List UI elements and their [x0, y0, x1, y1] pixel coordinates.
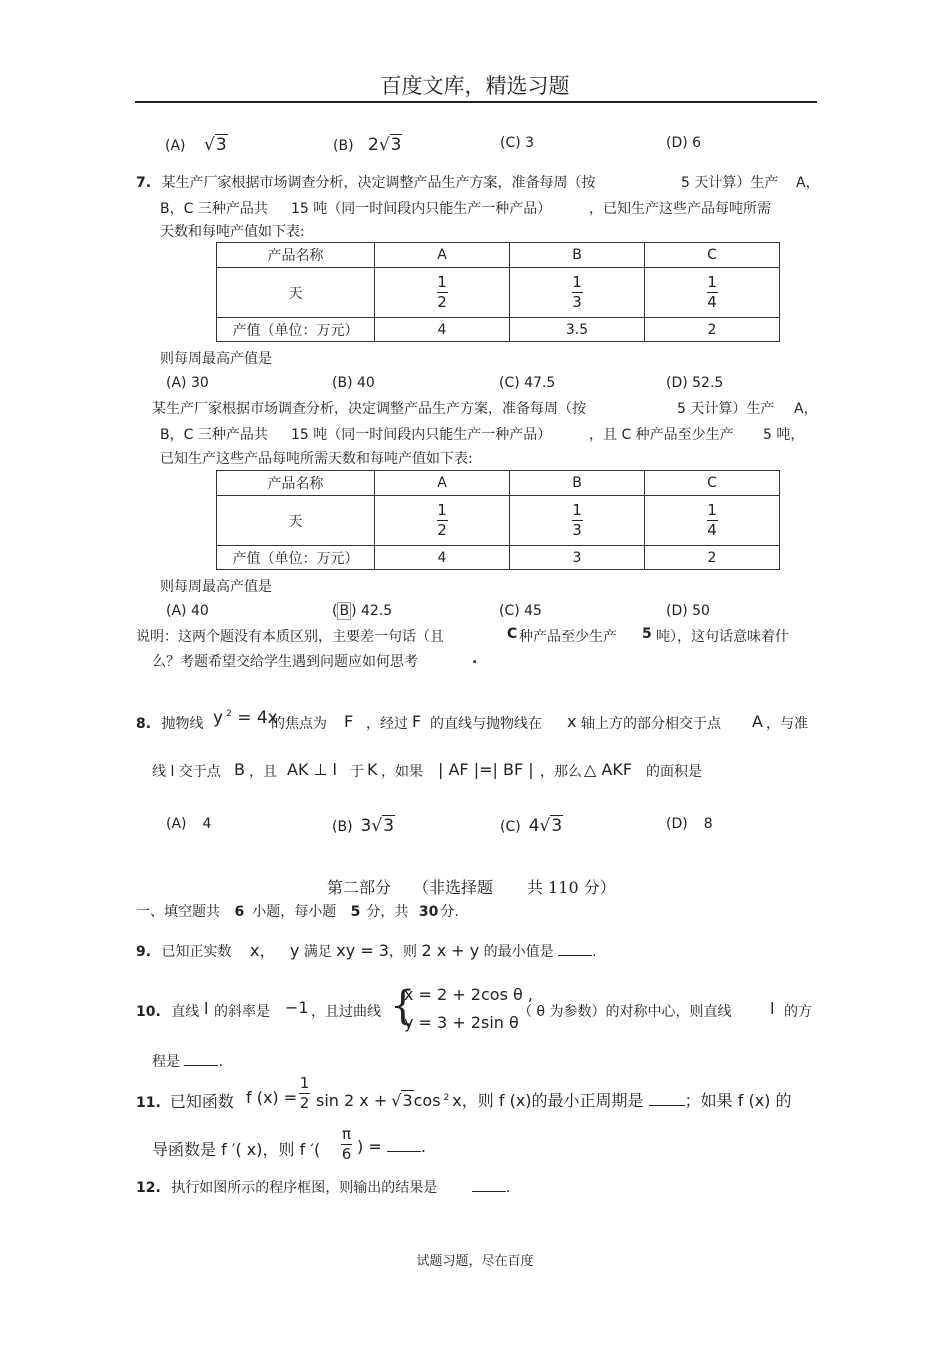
table-cell: 2	[645, 318, 780, 342]
part2-intro	[136, 901, 459, 921]
q12-line	[136, 1177, 510, 1197]
intro-text: 分.	[440, 904, 459, 920]
q8-axis-text: 轴上方的部分相交于点	[581, 716, 721, 732]
q6-option-b	[333, 135, 402, 155]
denominator: 2	[437, 293, 447, 311]
note-line1: 说明：这两个题没有本质区别，主要差一句话（且	[136, 629, 444, 645]
q7b-option-c: (C) 45	[499, 603, 542, 619]
table-cell: 3.5	[510, 318, 645, 342]
q8-option-b	[332, 816, 395, 836]
q10-text: 直线	[171, 1004, 200, 1020]
sqrt-symbol: √3	[378, 135, 402, 155]
q7b-line3: 已知生产这些产品每吨所需天数和每吨产值如下表:	[160, 451, 473, 467]
q10-slope-text: 的斜率是	[214, 1004, 270, 1020]
q10-start	[136, 1001, 199, 1021]
note-c: C	[507, 626, 518, 642]
q8-eq-exp: 2	[226, 709, 232, 720]
q8-B: B	[234, 760, 245, 779]
q6-b-radicand: 3	[390, 135, 402, 155]
q8-line-text: 的直线与抛物线在	[430, 716, 542, 732]
page-footer: 试题习题，尽在百度	[416, 1254, 534, 1269]
q8-F2: F	[412, 712, 422, 731]
q11-pi-fraction	[341, 1126, 352, 1163]
q7b-line1-a: A，	[794, 401, 818, 417]
table-cell: 3	[510, 546, 645, 570]
denominator: 4	[707, 293, 717, 311]
part2-title: 第二部分	[327, 878, 392, 897]
q9-expression: 2 x + y	[421, 941, 480, 960]
q8-A: A	[752, 712, 763, 731]
q8-F1: F	[344, 712, 354, 731]
q8-AK: AK ⊥ l	[287, 760, 337, 779]
q8-line2-f: 的面积是	[646, 764, 702, 780]
fraction	[437, 274, 448, 311]
q10-end: .	[218, 1054, 223, 1070]
q8-c-coef: 4	[528, 816, 540, 836]
q7-option-d: (D) 52.5	[666, 375, 724, 391]
table-header-cell: A	[375, 243, 510, 268]
table-header-cell: B	[510, 471, 645, 496]
numerator: 1	[707, 273, 717, 291]
numerator: 1	[707, 501, 717, 519]
table-cell	[645, 268, 780, 318]
table-cell	[375, 268, 510, 318]
q11-number: 11.	[136, 1095, 161, 1111]
q6-option-d: (D) 6	[666, 135, 702, 151]
q7-line2: B，C 三种产品共	[160, 201, 268, 217]
sqrt-symbol: √3	[203, 135, 227, 155]
q6-b-coef: 2	[367, 135, 379, 155]
q11-expr	[316, 1088, 792, 1111]
q11-fx2: f (x)	[498, 1091, 532, 1110]
q7b-line2-c: ，且 C 种产品至少生产	[589, 427, 734, 443]
q11-text: ；如果	[684, 1091, 733, 1110]
answer-blank[interactable]	[184, 1065, 218, 1066]
q8-through: ，经过	[366, 716, 408, 732]
q8-c-radicand: 3	[551, 816, 563, 836]
answer-blank[interactable]	[472, 1191, 506, 1192]
q11-derivative: f ′( x)	[221, 1140, 263, 1159]
q7b-option-b: ( B ) 42.5	[332, 603, 393, 619]
q9-condition: xy = 3	[336, 941, 389, 960]
q7-option-c: (C) 47.5	[499, 375, 556, 391]
table-cell	[510, 268, 645, 318]
q7b-line2-tons: 15 吨（同一时间段内只能生产一种产品）	[291, 427, 552, 443]
q8-triangle: △ AKF	[584, 760, 633, 779]
q8-focus-text: 的焦点为	[271, 716, 327, 732]
q11-sin: sin 2 x +	[316, 1091, 388, 1110]
q7-data-table	[216, 242, 780, 342]
q7-line1-a: A，	[796, 175, 820, 191]
q9-text: 已知正实数	[161, 944, 232, 960]
q7b-option-b-value: 42.5	[361, 603, 393, 619]
q7b-line1-days: 5 天计算）生产	[677, 401, 775, 417]
table-cell: 2	[645, 546, 780, 570]
q10-slope: −1	[285, 998, 309, 1017]
q11-fx3: f (x)	[737, 1091, 771, 1110]
q7-line1-days: 5 天计算）生产	[681, 175, 779, 191]
denominator: 6	[341, 1145, 352, 1163]
denominator: 2	[437, 521, 447, 539]
q8-line2-d: ，如果	[381, 764, 423, 780]
q12-number: 12.	[136, 1180, 161, 1196]
q9-y: y	[289, 941, 300, 960]
fraction	[572, 502, 583, 539]
table-header-cell: B	[510, 243, 645, 268]
part2-subtitle: （非选择题	[413, 878, 494, 897]
q10-tail: 的方	[784, 1004, 812, 1020]
q10-line2	[152, 1051, 223, 1071]
table-row-label: 产值（单位：万元）	[217, 318, 375, 342]
q8-option-d	[666, 816, 713, 832]
q8-option-a	[166, 816, 211, 832]
answer-blank[interactable]	[558, 955, 592, 956]
q7b-line2-5t: 5 吨，	[763, 427, 805, 443]
table-row-label: 天	[217, 496, 375, 546]
numerator: π	[341, 1125, 352, 1143]
q10-sys-eq2: y = 3 + 2sin θ	[404, 1013, 519, 1032]
q7b-option-d: (D) 50	[666, 603, 710, 619]
q11-x: x	[452, 1091, 462, 1110]
q8-b-radicand: 3	[383, 816, 395, 836]
q8-d-value: 8	[703, 816, 713, 832]
q8-eq-y: y	[213, 708, 224, 728]
numerator: 1	[437, 501, 447, 519]
q7-line2-tons: 15 吨（同一时间段内只能生产一种产品）	[291, 201, 552, 217]
q11-derivative-call: f ′(	[299, 1140, 321, 1159]
denominator: 3	[572, 521, 582, 539]
q11-text: 的最小正周期是	[531, 1091, 644, 1110]
numerator: 1	[437, 273, 447, 291]
q7-text: 某生产厂家根据市场调查分析，决定调整产品生产方案，准备每周（按	[161, 175, 596, 191]
denominator: 3	[572, 293, 582, 311]
q8-equation	[213, 708, 278, 728]
q8-number: 8.	[136, 716, 152, 732]
q6-option-a-label: (A)	[165, 138, 186, 154]
q11-start	[136, 1089, 234, 1112]
q9-text: 满足	[303, 944, 332, 960]
table-cell: 4	[375, 318, 510, 342]
q6-option-c: (C) 3	[500, 135, 535, 151]
fraction	[707, 502, 718, 539]
q7-option-b: (B) 40	[332, 375, 375, 391]
numerator: 1	[572, 273, 582, 291]
intro-count: 6	[234, 904, 245, 920]
q8-K: K	[367, 760, 378, 779]
table-cell: 4	[375, 546, 510, 570]
q11-cos: cos	[413, 1091, 441, 1110]
q7b-data-table	[216, 470, 780, 570]
q9-end: .	[592, 944, 597, 960]
sqrt-symbol: √3	[391, 1091, 413, 1110]
q6-option-a	[165, 135, 228, 155]
q9-x: x，	[249, 941, 276, 960]
note-rest: 吨），这句话意味着什	[656, 629, 789, 645]
q10-sys-eq1: x = 2 + 2cos θ ,	[404, 985, 533, 1004]
q11-text: ，则	[461, 1091, 494, 1110]
q11-fraction	[299, 1075, 310, 1112]
q7b-ask: 则每周最高产值是	[160, 579, 272, 595]
denominator: 2	[299, 1094, 310, 1112]
q11-line2	[152, 1137, 320, 1160]
q7b-line1: 某生产厂家根据市场调查分析，决定调整产品生产方案，准备每周（按	[152, 401, 586, 417]
note-dot: .	[472, 651, 478, 667]
note-line2: 么？考题希望交给学生遇到问题应如何思考	[152, 654, 418, 670]
q6-a-radicand: 3	[215, 135, 227, 155]
table-row-label: 天	[217, 268, 375, 318]
q8-line1	[136, 713, 204, 733]
table-row-label: 产值（单位：万元）	[217, 546, 375, 570]
q11-equals: ) =	[357, 1137, 382, 1156]
q8-line2-c: 于	[350, 764, 364, 780]
intro-text: 分，共	[366, 904, 409, 920]
q8-option-c	[500, 816, 563, 836]
q7-line1	[136, 172, 596, 192]
q10-number: 10.	[136, 1004, 161, 1020]
table-cell	[510, 496, 645, 546]
answer-mark: B	[339, 603, 350, 619]
q8-text: 抛物线	[161, 716, 204, 732]
fraction	[572, 274, 583, 311]
q6-option-b-label: (B)	[333, 138, 354, 154]
q10-param-text: （ θ 为参数）的对称中心，则直线	[518, 1004, 732, 1020]
q11-radicand: 3	[402, 1091, 413, 1110]
q8-line2-a: 线 l 交于点	[152, 764, 221, 780]
intro-total: 30	[418, 904, 439, 920]
table-cell	[645, 496, 780, 546]
sqrt-symbol: √3	[539, 816, 563, 836]
q10-l2: l	[770, 999, 775, 1018]
q11-text: ，则	[262, 1140, 295, 1159]
q8-with: ，与准	[766, 716, 808, 732]
q11-text: 已知函数	[169, 1092, 234, 1111]
intro-points: 5	[350, 904, 361, 920]
q12-end: .	[505, 1180, 511, 1196]
q9-line	[136, 938, 597, 961]
q8-abs: | AF |=| BF |	[438, 760, 534, 779]
q9-text: ，则	[388, 944, 417, 960]
brace-symbol: {	[390, 983, 416, 1029]
q10-curve-text: ，且过曲线	[311, 1004, 381, 1020]
answer-blank[interactable]	[387, 1151, 421, 1152]
table-header-cell: C	[645, 243, 780, 268]
table-cell	[375, 496, 510, 546]
table-header-cell: A	[375, 471, 510, 496]
q7-line3: 天数和每吨产值如下表:	[160, 224, 305, 240]
fraction	[437, 502, 448, 539]
numerator: 1	[572, 501, 582, 519]
q8-c-label: (C)	[500, 819, 521, 835]
q10-text: 程是	[152, 1054, 180, 1070]
intro-text: 一、填空题共	[136, 904, 220, 920]
q8-b-coef: 3	[360, 816, 372, 836]
q10-l: l	[204, 999, 209, 1018]
answer-blank[interactable]	[649, 1105, 685, 1106]
q9-number: 9.	[136, 944, 152, 960]
q7-option-a: (A) 30	[166, 375, 209, 391]
fraction	[299, 1075, 310, 1112]
q11-end: .	[420, 1137, 426, 1156]
fraction	[707, 274, 718, 311]
q7b-option-a: (A) 40	[166, 603, 209, 619]
q11-line2-end	[357, 1137, 426, 1156]
page-header-title: 百度文库，精选习题	[380, 74, 570, 98]
sqrt-symbol: √3	[371, 816, 395, 836]
q7-line2-rest: ，已知生产这些产品每吨所需	[589, 201, 771, 217]
q11-fx: f (x) =	[246, 1088, 298, 1107]
q7-number: 7.	[136, 175, 152, 191]
q8-line2-e: ，那么	[540, 764, 582, 780]
table-header-cell: C	[645, 471, 780, 496]
note-produce: 种产品至少生产	[519, 629, 617, 645]
part2-total: 共 110 分）	[527, 878, 616, 897]
q11-text: 导函数是	[152, 1140, 217, 1159]
q12-text: 执行如图所示的程序框图，则输出的结果是	[171, 1180, 438, 1196]
denominator: 4	[707, 521, 717, 539]
q8-eq-rest: = 4x	[237, 708, 278, 728]
q8-x: x	[567, 712, 577, 731]
header-divider	[135, 101, 817, 103]
intro-text: 小题，每小题	[252, 904, 337, 920]
q8-line2-b: ，且	[249, 764, 277, 780]
q8-b-label: (B)	[332, 819, 353, 835]
table-header-cell: 产品名称	[217, 471, 375, 496]
q8-d-label: (D)	[666, 816, 688, 832]
numerator: 1	[299, 1074, 310, 1092]
q7b-line2: B，C 三种产品共	[160, 427, 268, 443]
q9-text: 的最小值是	[483, 944, 554, 960]
q8-a-value: 4	[202, 816, 212, 832]
q8-a-label: (A)	[166, 816, 187, 832]
table-header-cell: 产品名称	[217, 243, 375, 268]
fraction	[341, 1126, 352, 1163]
q11-text: 的	[775, 1091, 792, 1110]
q11-exp: 2	[443, 1092, 450, 1103]
note-5: 5	[642, 626, 652, 642]
q7-ask: 则每周最高产值是	[160, 351, 272, 367]
